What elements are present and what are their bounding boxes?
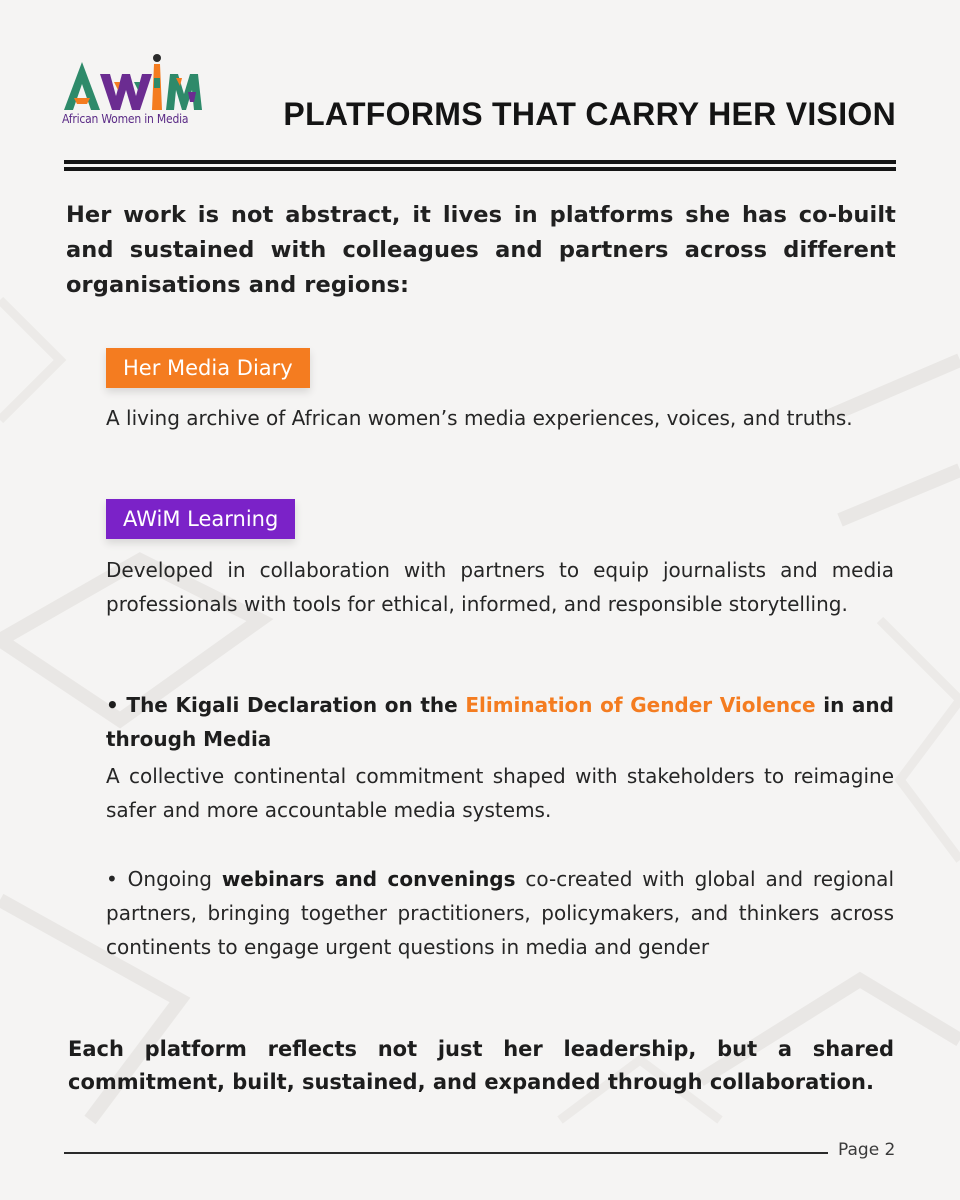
closing-paragraph: Each platform reflects not just her leadership, but a shared commitment, built, sustained, and expanded through collaboration. — [68, 1037, 894, 1094]
kigali-suffix: in and through Media — [106, 693, 894, 751]
bullet: • — [106, 693, 119, 717]
header-divider — [64, 160, 896, 171]
webinars-paragraph — [106, 862, 894, 964]
page-number: Page 2 — [838, 1140, 896, 1160]
page-title: PLATFORMS THAT CARRY HER VISION — [283, 96, 896, 132]
kigali-declaration-heading — [106, 688, 894, 756]
awim-learning-description: Developed in collaboration with partners to equip journalists and media professionals with tools for ethical, informed, and responsible storytelling. — [106, 558, 894, 616]
kigali-description: A collective continental commitment shaped with stakeholders to reimagine safer and more accountable media systems. — [106, 764, 894, 822]
webinars-suffix: co-created with global and regional partners, bringing together practitioners, policymakers, and thinkers across continents to engage urgent questions in media and gender — [106, 867, 894, 959]
tag-her-media-diary: Her Media Diary — [106, 348, 310, 388]
intro-paragraph: Her work is not abstract, it lives in platforms she has co-built and sustained with colleagues and partners across different organisations and regions: — [66, 202, 896, 298]
webinars-prefix: Ongoing — [127, 867, 212, 891]
kigali-prefix: The Kigali Declaration on the — [126, 693, 458, 717]
awim-logo-mark — [62, 52, 202, 112]
bullet: • — [106, 867, 118, 891]
her-media-diary-description: A living archive of African women’s media experiences, voices, and truths. — [106, 406, 853, 430]
kigali-highlight: Elimination of Gender Violence — [465, 693, 816, 717]
footer-divider — [64, 1152, 828, 1154]
logo-subtitle: African Women in Media — [62, 112, 189, 126]
awim-logo — [62, 52, 202, 132]
webinars-bold: webinars and convenings — [221, 867, 516, 891]
tag-awim-learning: AWiM Learning — [106, 499, 295, 539]
